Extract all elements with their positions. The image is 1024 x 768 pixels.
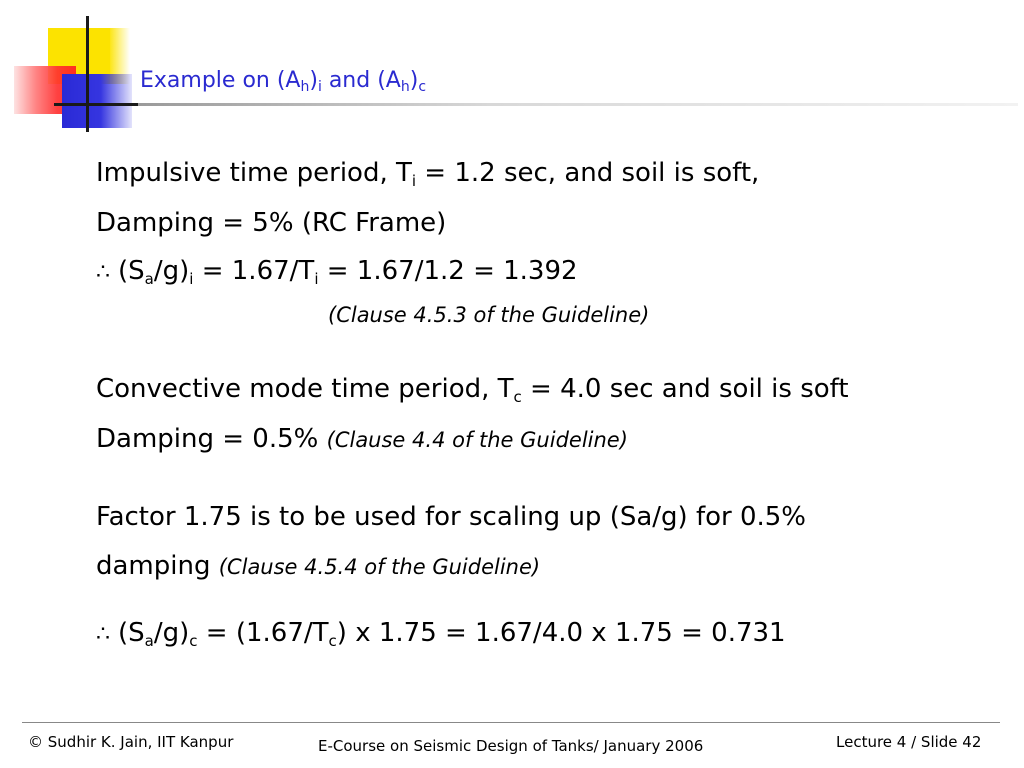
clause-44: (Clause 4.4 of the Guideline) [326,428,628,452]
factor-line: Factor 1.75 is to be used for scaling up (Sa/g) for 0.5% [96,502,807,532]
clause-453: (Clause 4.5.3 of the Guideline) [328,303,650,327]
footer-course: E-Course on Seismic Design of Tanks/ January 2006 [318,737,704,755]
therefore-symbol: ∴ [96,622,110,647]
footer-slide-number: Lecture 4 / Slide 42 [836,733,982,751]
convective-result-line: ∴ $(S_a/g)_c = (1.67/T_c)$ x 1.75 = 1.67/4.0 x 1.75 = 0.731 [96,618,786,650]
clause-454: (Clause 4.5.4 of the Guideline) [218,555,541,579]
impulsive-result-line: ∴ $(S_a/g)_i = 1.67/T_i = 1.67/1.2 = 1.392$ [96,256,578,288]
slide-title: Example on $(A_h)_i$ and $(A_h)_c$ [140,68,427,95]
convective-damping-line: Damping = 0.5% (Clause 4.4 of the Guideline) [96,424,628,454]
logo-blue-square [62,74,132,128]
title-underline [138,103,1018,106]
logo-horizontal-line [54,103,138,106]
damping-clause-line: damping (Clause 4.5.4 of the Guideline) [96,551,541,581]
footer-divider [22,722,1000,723]
impulsive-period-line: Impulsive time period, $T_i = 1.2$ sec, and soil is soft, [96,158,760,190]
footer-copyright: © Sudhir K. Jain, IIT Kanpur [28,733,234,751]
convective-period-line: Convective mode time period, $T_c = 4.0$ sec and soil is soft [96,374,849,406]
damping-line: Damping = 5% (RC Frame) [96,208,447,238]
logo-vertical-line [86,16,89,132]
therefore-symbol: ∴ [96,260,110,285]
